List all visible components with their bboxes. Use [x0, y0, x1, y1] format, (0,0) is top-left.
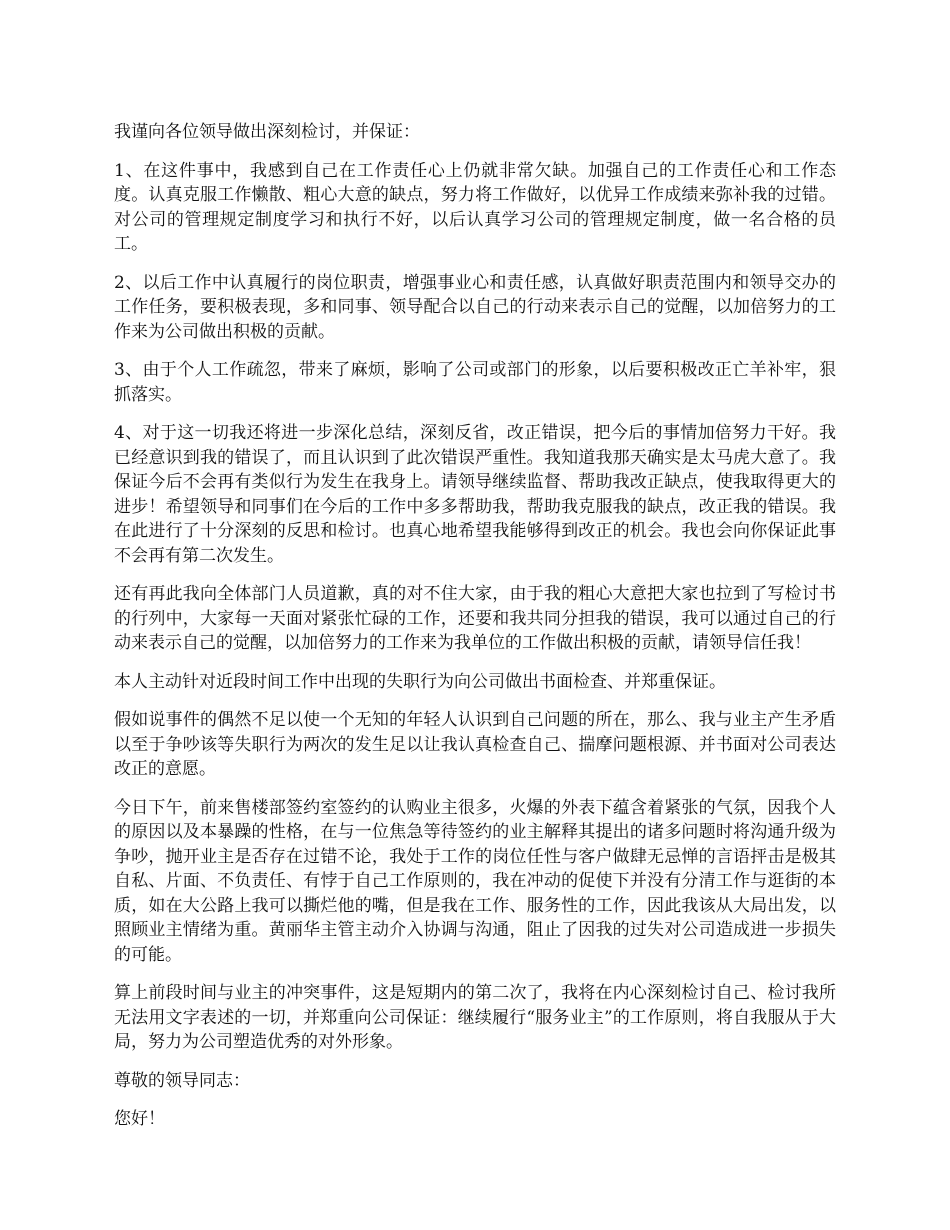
- point-3-paragraph: 3、由于个人工作疏忽，带来了麻烦，影响了公司或部门的形象，以后要积极改正亡羊补牢，狠抓落实。: [114, 360, 836, 405]
- salutation: 尊敬的领导同志：: [114, 1070, 250, 1091]
- reflection-paragraph: 假如说事件的偶然不足以使一个无知的年轻人认识到自己问题的所在，那么、我与业主产生矛盾以至于争吵该等失职行为两次的发生足以让我认真检查自己、揣摩问题根源、并书面对公司表达改正的意愿。: [114, 710, 836, 779]
- incident-paragraph: 今日下午，前来售楼部签约室签约的认购业主很多，火爆的外表下蕴含着紧张的气氛，因我个人的原因以及本暴躁的性格，在与一位焦急等待签约的业主解释其提出的诸多问题时将沟通升级为争吵，抛开业主是否存在过错不论，我处于工作的岗位任性与客户做肆无忌惮的言语抨击是极其自私、片面、不负责任、有悖于自己工作原则的，我在冲动的促使下并没有分清工作与逛街的本质，如在大公路上我可以撕烂他的嘴，但是我在工作、服务性的工作，因此我该从大局出发，以照顾业主情绪为重。黄丽华主管主动介入协调与沟通，阻止了因我的过失对公司造成进一步损失的可能。: [114, 797, 836, 965]
- document-body: [114, 120, 836, 1132]
- opening-statement: 我谨向各位领导做出深刻检讨，并保证：: [114, 122, 420, 142]
- self-inspection-paragraph: 本人主动针对近段时间工作中出现的失职行为向公司做出书面检查、并郑重保证。: [114, 671, 726, 692]
- point-4-paragraph: 4、对于这一切我还将进一步深化总结，深刻反省，改正错误，把今后的事情加倍努力干好。我已经意识到我的错误了，而且认识到了此次错误严重性。我知道我那天确实是太马虎大意了。我保证今后不会再有类似行为发生在我身上。请领导继续监督、帮助我改正缺点，使我取得更大的进步！希望领导和同事们在今后的工作中多多帮助我，帮助我克服我的缺点，改正我的错误。我在此进行了十分深刻的反思和检讨。也真心地希望我能够得到改正的机会。我也会向你保证此事不会再有第二次发生。: [114, 423, 836, 566]
- greeting: 您好！: [114, 1109, 165, 1129]
- pledge-paragraph: 算上前段时间与业主的冲突事件，这是短期内的第二次了，我将在内心深刻检讨自己、检讨我所无法用文字表述的一切，并郑重向公司保证：继续履行“服务业主”的工作原则，将自我服从于大局，努力为公司塑造优秀的对外形象。: [114, 983, 836, 1052]
- point-2-paragraph: 2、以后工作中认真履行的岗位职责，增强事业心和责任感，认真做好职责范围内和领导交办的工作任务，要积极表现，多和同事、领导配合以自己的行动来表示自己的觉醒，以加倍努力的工作来为公司做出积极的贡献。: [114, 272, 836, 342]
- apology-paragraph: 还有再此我向全体部门人员道歉，真的对不住大家，由于我的粗心大意把大家也拉到了写检讨书的行列中，大家每一天面对紧张忙碌的工作，还要和我共同分担我的错误，我可以通过自己的行动来表示自己的觉醒，以加倍努力的工作来为我单位的工作做出积极的贡献，请领导信任我！: [114, 584, 836, 653]
- point-1-paragraph: 1、在这件事中，我感到自己在工作责任心上仍就非常欠缺。加强自己的工作责任心和工作态度。认真克服工作懒散、粗心大意的缺点，努力将工作做好，以优异工作成绩来弥补我的过错。对公司的管理规定制度学习和执行不好，以后认真学习公司的管理规定制度，做一名合格的员工。: [114, 160, 836, 254]
